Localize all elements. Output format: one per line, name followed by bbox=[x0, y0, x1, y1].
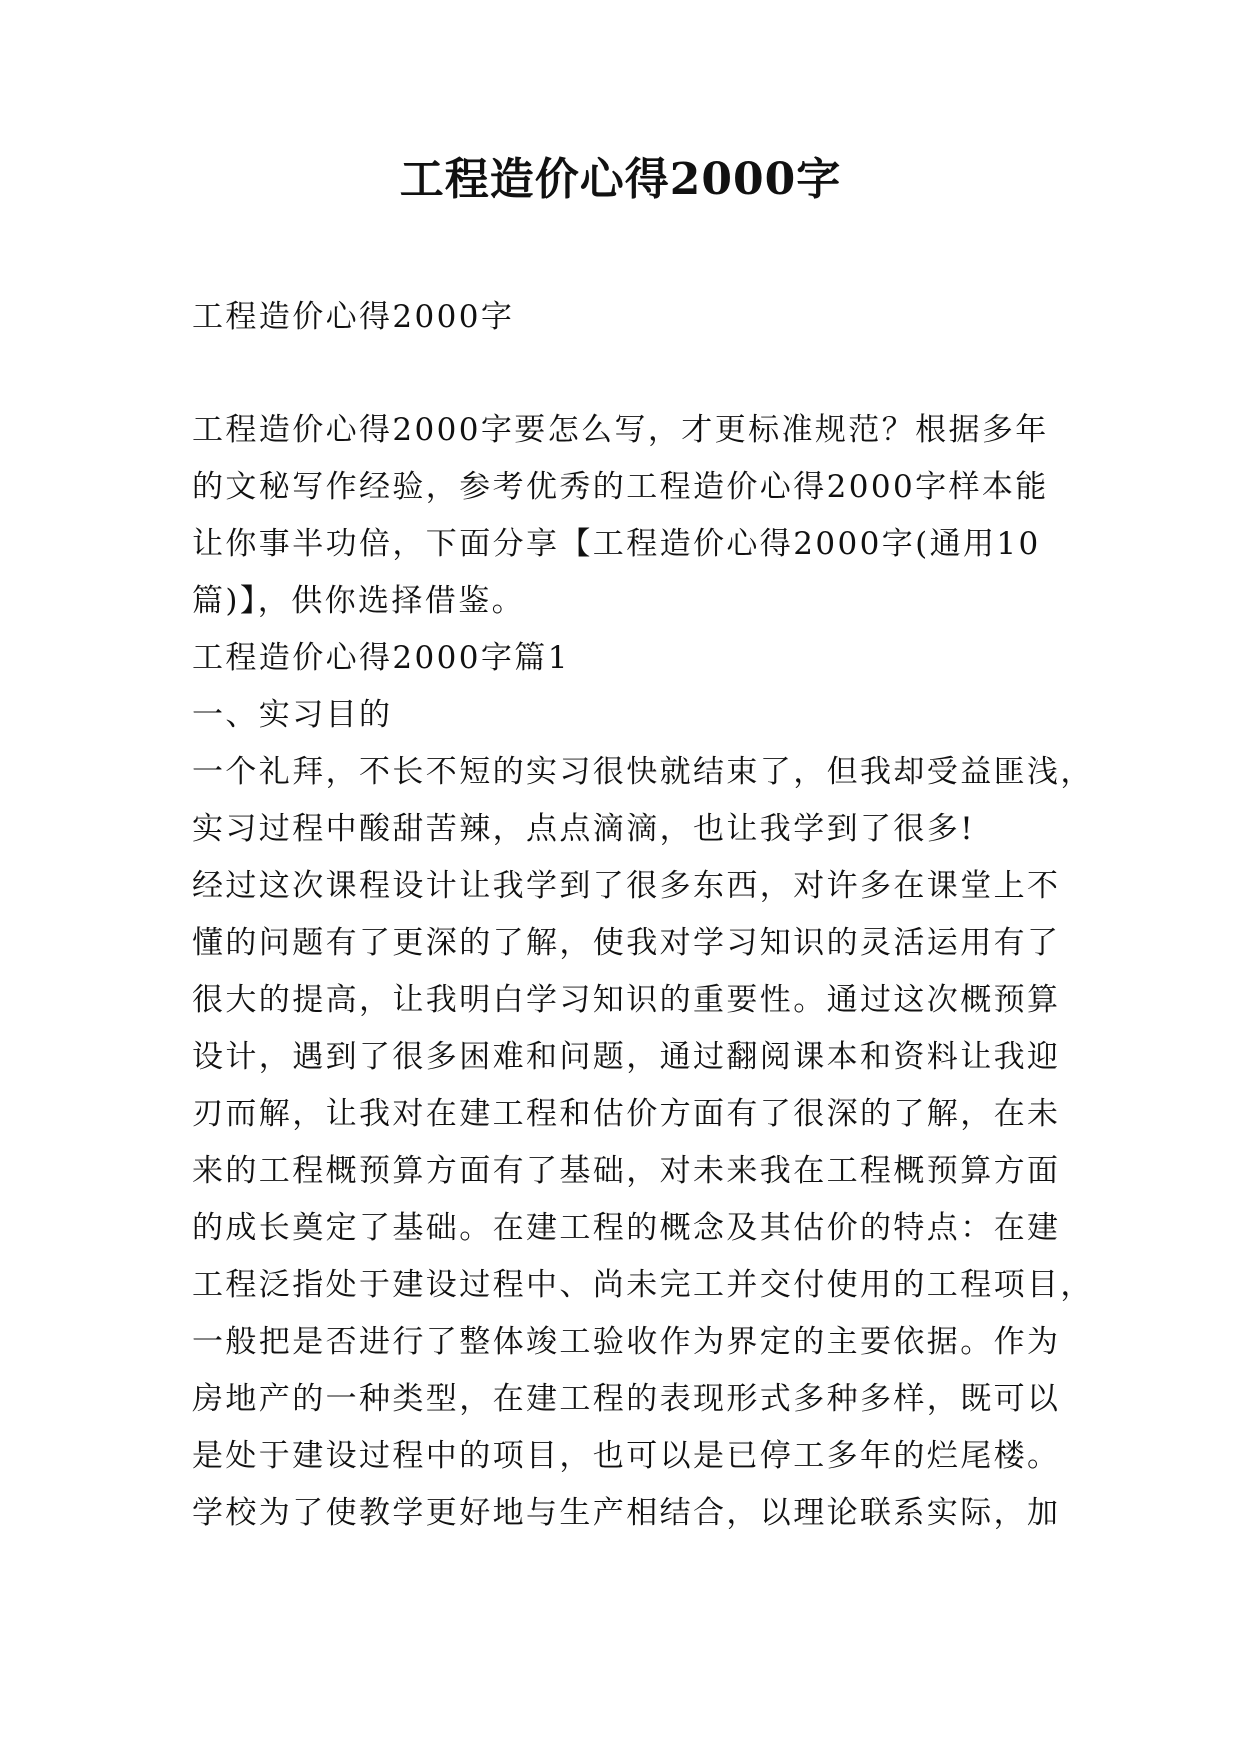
body-line: 的成长奠定了基础。在建工程的概念及其估价的特点：在建 bbox=[192, 1210, 1061, 1246]
body-line: 实习过程中酸甜苦辣，点点滴滴，也让我学到了很多! bbox=[192, 811, 976, 847]
body-line: 房地产的一种类型，在建工程的表现形式多种多样，既可以 bbox=[192, 1381, 1061, 1417]
intro-line: 让你事半功倍，下面分享【工程造价心得2000字(通用10 bbox=[192, 526, 1041, 562]
body-line: 刃而解，让我对在建工程和估价方面有了很深的了解，在未 bbox=[192, 1096, 1061, 1132]
subsection-heading: 一、实习目的 bbox=[192, 697, 393, 733]
body-line: 来的工程概预算方面有了基础，对未来我在工程概预算方面 bbox=[192, 1153, 1061, 1189]
body-line: 工程泛指处于建设过程中、尚未完工并交付使用的工程项目， bbox=[192, 1267, 1094, 1303]
body-line: 很大的提高，让我明白学习知识的重要性。通过这次概预算 bbox=[192, 982, 1061, 1018]
section-heading: 工程造价心得2000字篇1 bbox=[192, 640, 570, 676]
document-title: 工程造价心得2000字 bbox=[399, 154, 842, 205]
intro-line: 的文秘写作经验，参考优秀的工程造价心得2000字样本能 bbox=[192, 469, 1049, 505]
body-line: 设计，遇到了很多困难和问题，通过翻阅课本和资料让我迎 bbox=[192, 1039, 1061, 1075]
document-subtitle: 工程造价心得2000字 bbox=[192, 299, 515, 335]
body-line: 懂的问题有了更深的了解，使我对学习知识的灵活运用有了 bbox=[192, 925, 1061, 961]
intro-line: 工程造价心得2000字要怎么写，才更标准规范？根据多年 bbox=[192, 412, 1049, 448]
body-line: 经过这次课程设计让我学到了很多东西，对许多在课堂上不 bbox=[192, 868, 1061, 904]
body-line: 是处于建设过程中的项目，也可以是已停工多年的烂尾楼。 bbox=[192, 1438, 1061, 1474]
body-line: 一般把是否进行了整体竣工验收作为界定的主要依据。作为 bbox=[192, 1324, 1061, 1360]
body-line: 学校为了使教学更好地与生产相结合，以理论联系实际，加 bbox=[192, 1495, 1061, 1531]
body-line: 一个礼拜，不长不短的实习很快就结束了，但我却受益匪浅， bbox=[192, 754, 1094, 790]
intro-line: 篇)】，供你选择借鉴。 bbox=[192, 583, 525, 619]
